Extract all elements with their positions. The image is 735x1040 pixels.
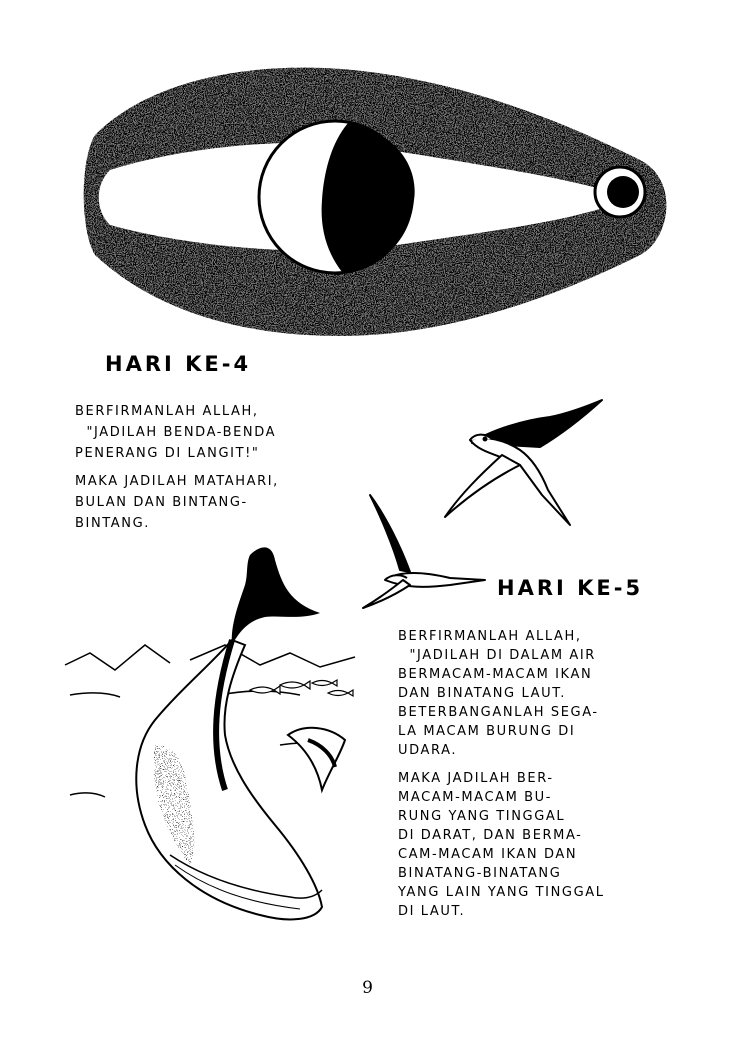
day5-line: LA MACAM BURUNG DI [398, 724, 576, 739]
whale-tail [232, 547, 320, 645]
day4-line: BINTANG. [75, 516, 151, 531]
celestial-illustration [80, 50, 670, 350]
day5-line: CAM-MACAM IKAN DAN [398, 847, 578, 862]
day5-line: BETERBANGANLAH SEGA- [398, 705, 599, 720]
day5-line: DI LAUT. [398, 904, 466, 919]
day5-line: BERFIRMANLAH ALLAH, [398, 629, 582, 644]
day4-heading: HARI KE-4 [105, 352, 252, 376]
fish-school [250, 680, 353, 696]
day5-line: MAKA JADILAH BER- [398, 771, 554, 786]
star [595, 167, 645, 217]
day5-line: DI DARAT, DAN BERMA- [398, 828, 583, 843]
whale-illustration [60, 545, 370, 930]
day5-line: BINATANG-BINATANG [398, 866, 562, 881]
day5-heading: HARI KE-5 [497, 576, 644, 600]
day5-line: "JADILAH DI DALAM AIR [398, 648, 596, 663]
sun [259, 121, 415, 273]
leaping-fish [288, 728, 345, 790]
day4-line: MAKA JADILAH MATAHARI, [75, 474, 279, 489]
day4-line: BERFIRMANLAH ALLAH, [75, 404, 259, 419]
day5-line: BERMACAM-MACAM IKAN [398, 667, 593, 682]
page-number: 9 [362, 978, 373, 998]
day5-line: DAN BINATANG LAUT. [398, 686, 566, 701]
day5-line: YANG LAIN YANG TINGGAL [398, 885, 605, 900]
day5-line: UDARA. [398, 743, 458, 758]
bird-illustration-lower [355, 490, 490, 615]
day4-line: BULAN DAN BINTANG- [75, 495, 248, 510]
day5-line: RUNG YANG TINGGAL [398, 809, 566, 824]
day4-line: "JADILAH BENDA-BENDA [75, 425, 277, 440]
day4-line: PENERANG DI LANGIT!" [75, 446, 260, 461]
day5-line: MACAM-MACAM BU- [398, 790, 553, 805]
